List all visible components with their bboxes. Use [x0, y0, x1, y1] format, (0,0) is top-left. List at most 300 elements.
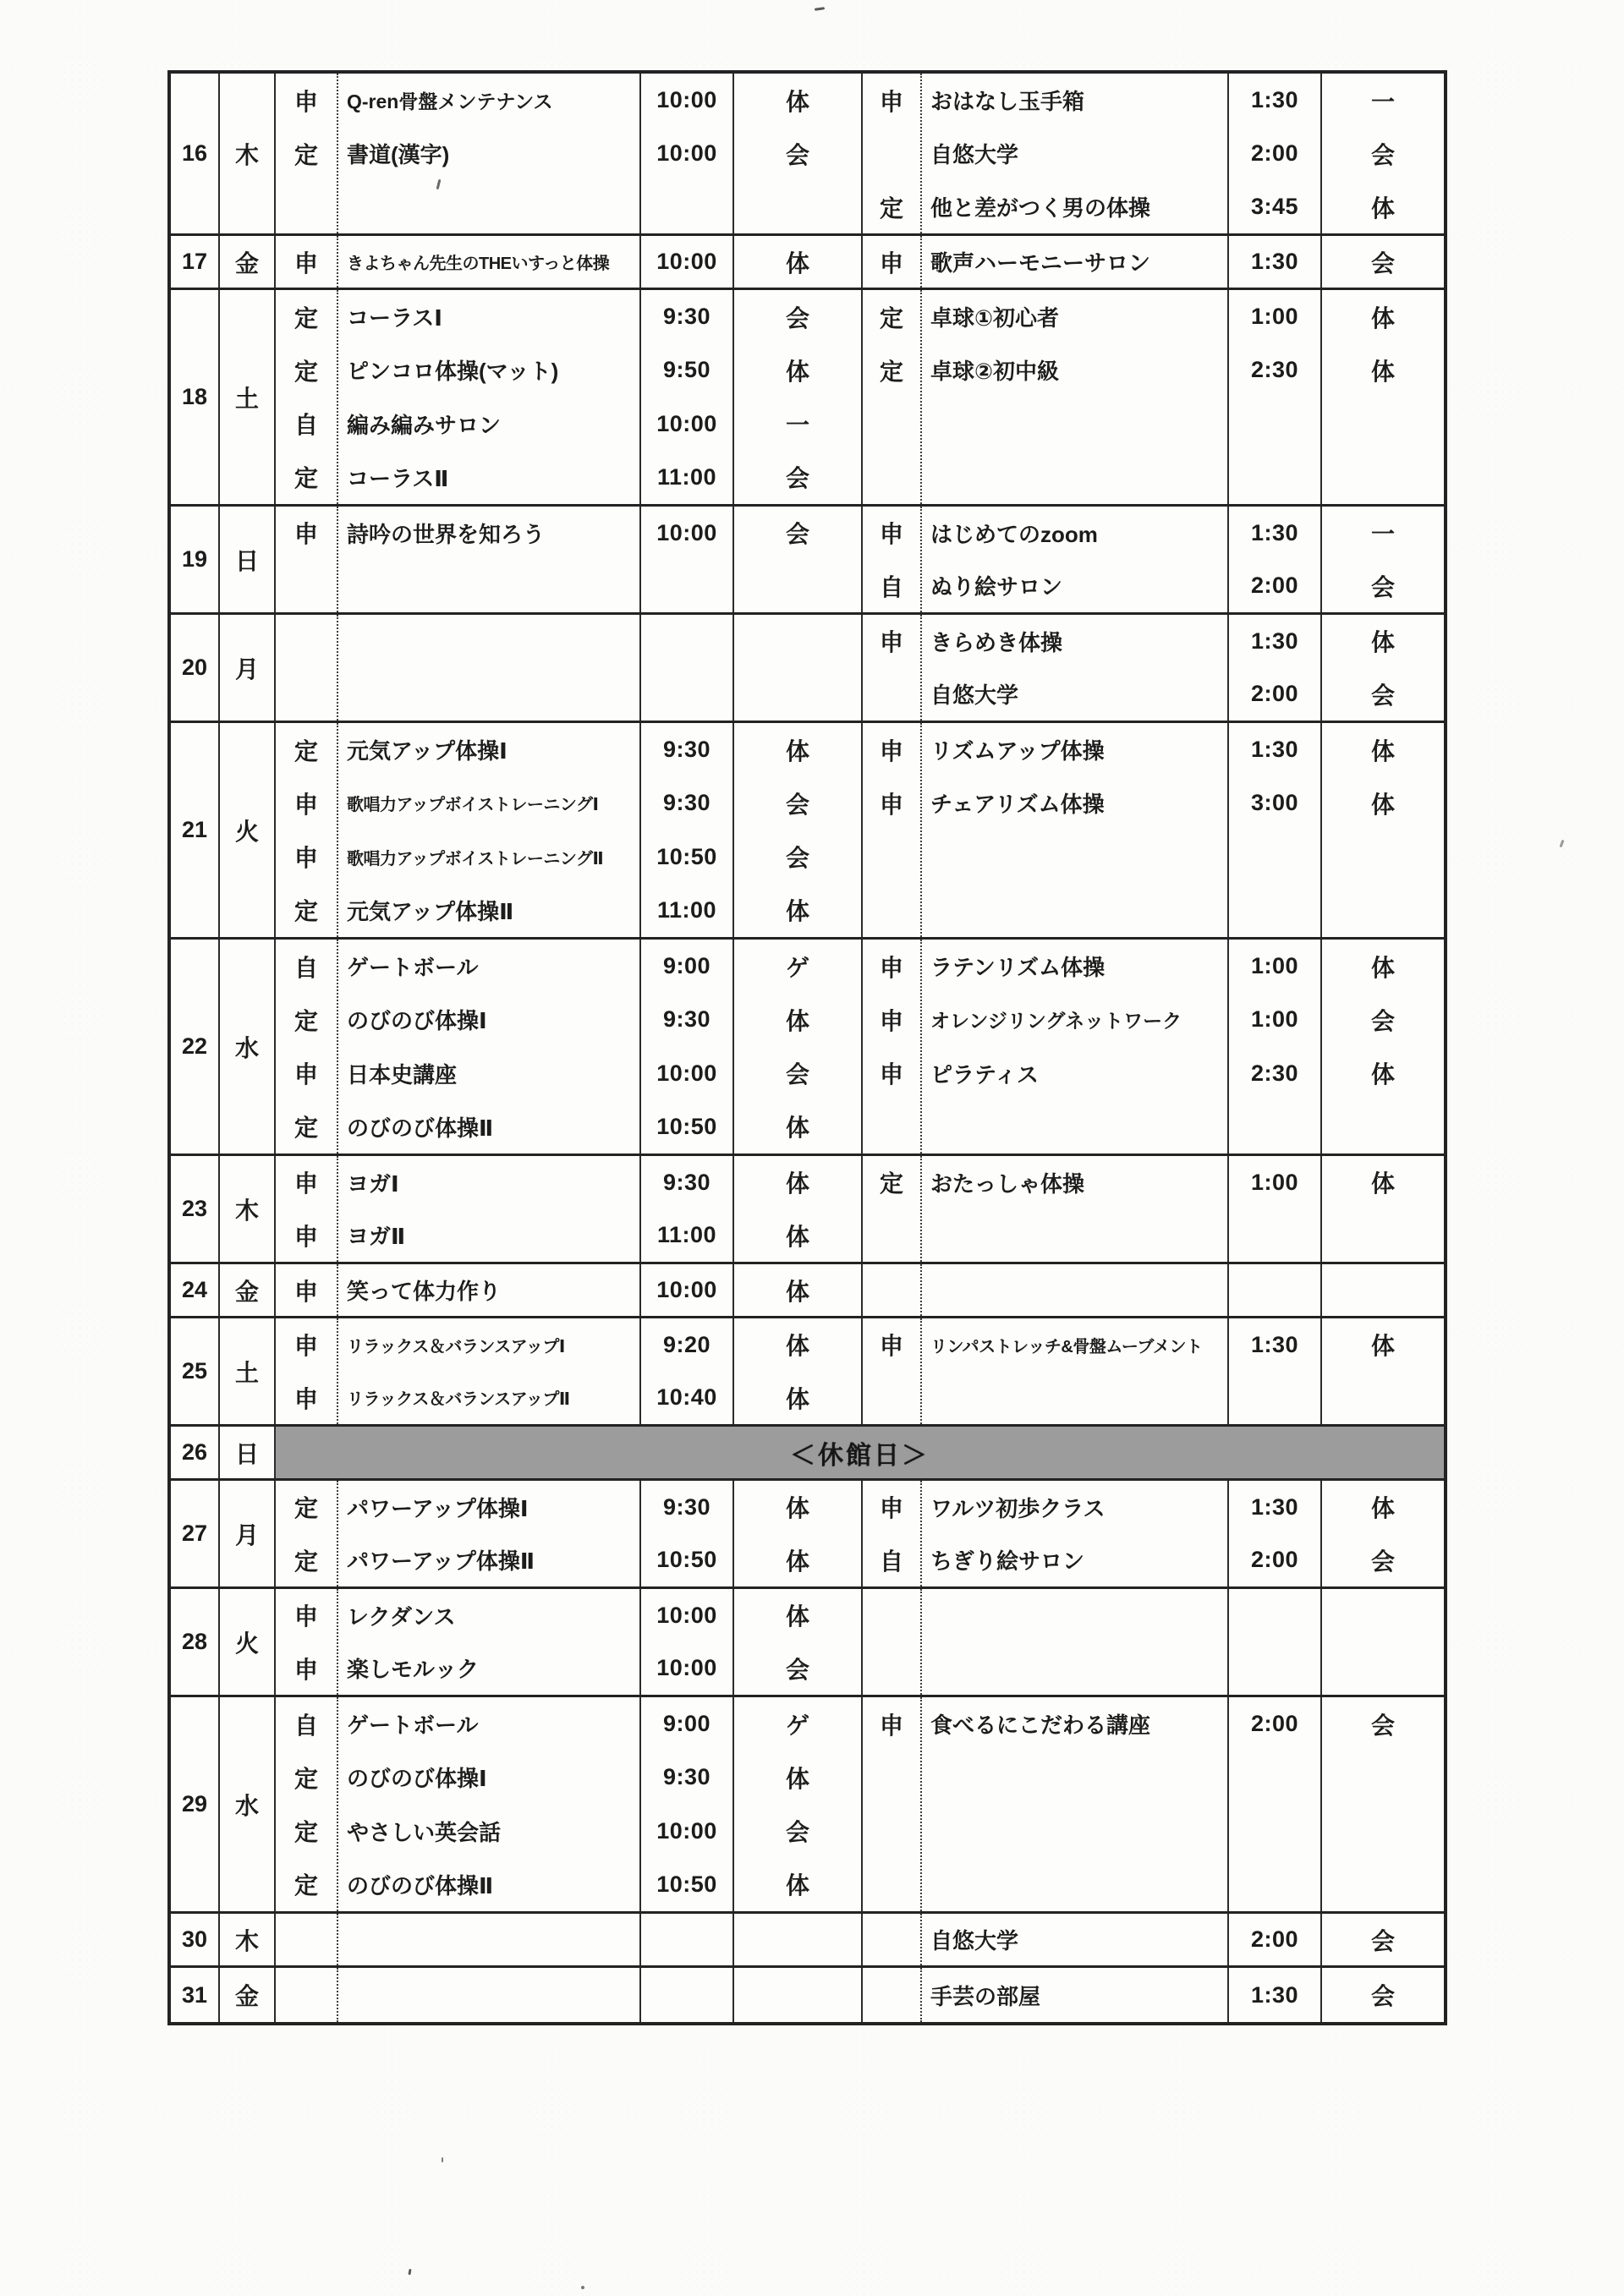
- schedule-right-half: [863, 507, 1444, 612]
- right-status-column: [863, 1914, 922, 1965]
- day-cell: 木: [220, 1156, 276, 1262]
- status-cell: 申: [294, 88, 318, 115]
- status-cell: 定: [294, 358, 318, 385]
- venue-cell: 体: [785, 1007, 809, 1034]
- left-time-column: [641, 615, 734, 721]
- venue-cell: [734, 668, 861, 721]
- activity-cell: 歌唱力アップボイストレーニングⅡ: [347, 849, 604, 869]
- status-cell: [863, 884, 920, 937]
- activity-cell: リズムアップ体操: [930, 738, 1105, 764]
- right-activity-column: [922, 940, 1229, 1153]
- status-cell: 定: [879, 1170, 903, 1197]
- day-cell: 火: [220, 1589, 276, 1695]
- left-venue-column: [734, 507, 861, 612]
- left-status-column: [276, 1318, 338, 1424]
- time-cell: 9:30: [662, 790, 711, 816]
- schedule-right-half: [863, 236, 1444, 288]
- venue-cell: 体: [785, 737, 809, 764]
- left-venue-column: [734, 1589, 861, 1695]
- activity-cell: ゲートボール: [347, 955, 479, 981]
- time-cell: 9:30: [662, 1006, 711, 1033]
- venue-cell: [1322, 830, 1444, 884]
- right-status-column: [863, 1156, 922, 1262]
- date-cell: 21: [171, 723, 220, 937]
- schedule-row-26: [171, 1427, 1444, 1481]
- day-cell: 土: [220, 290, 276, 504]
- venue-cell: 体: [785, 1603, 809, 1630]
- venue-cell: [1322, 1805, 1444, 1858]
- venue-cell: ゲ: [785, 954, 809, 981]
- status-cell: 申: [294, 1278, 318, 1305]
- schedule-table: [167, 70, 1447, 2025]
- activity-cell: 歌唱力アップボイストレーニングⅠ: [347, 796, 599, 815]
- venue-cell: 会: [1370, 249, 1395, 277]
- activity-cell: [922, 1372, 1227, 1425]
- right-time-column: [1229, 1156, 1322, 1262]
- status-cell: 申: [879, 88, 903, 115]
- right-venue-column: [1322, 615, 1444, 721]
- left-activity-column: [338, 236, 641, 288]
- day-cell: 月: [220, 615, 276, 721]
- time-cell: 9:30: [662, 1493, 711, 1520]
- status-cell: [863, 1968, 920, 2022]
- venue-cell: 体: [785, 1385, 809, 1412]
- status-cell: 申: [879, 1061, 903, 1088]
- activity-cell: [338, 1914, 639, 1965]
- time-cell: 2:00: [1250, 140, 1299, 166]
- venue-cell: 体: [785, 1495, 809, 1522]
- venue-cell: 一: [1370, 88, 1395, 115]
- venue-cell: [734, 1968, 861, 2022]
- scan-speck: [581, 2286, 584, 2289]
- venue-cell: 会: [785, 465, 809, 492]
- activity-cell: 自悠大学: [930, 682, 1019, 709]
- time-cell: 10:50: [656, 1871, 717, 1897]
- right-activity-column: [922, 1589, 1229, 1695]
- venue-cell: 会: [785, 141, 809, 168]
- activity-cell: ピンコロ体操(マット): [347, 359, 559, 385]
- status-cell: 申: [294, 1333, 318, 1360]
- venue-cell: 体: [785, 88, 809, 115]
- left-time-column: [641, 1318, 734, 1424]
- venue-cell: 体: [785, 1115, 809, 1142]
- date-cell: 24: [171, 1264, 220, 1316]
- status-cell: 申: [294, 791, 318, 818]
- right-status-column: [863, 1318, 922, 1424]
- left-time-column: [641, 940, 734, 1153]
- right-activity-column: [922, 1318, 1229, 1424]
- activity-cell: 編み編みサロン: [347, 412, 502, 438]
- date-cell: 17: [171, 236, 220, 288]
- time-cell: 11:00: [656, 1222, 717, 1248]
- status-cell: 申: [879, 1333, 903, 1360]
- venue-cell: [1322, 1642, 1444, 1696]
- schedule-left-half: [276, 1697, 863, 1911]
- time-cell: 10:50: [656, 1547, 717, 1573]
- venue-cell: 体: [785, 1548, 809, 1575]
- activity-cell: 元気アップ体操Ⅱ: [347, 898, 514, 924]
- time-cell: 9:00: [662, 1711, 711, 1737]
- time-cell: [1229, 1209, 1320, 1263]
- date-cell: 28: [171, 1589, 220, 1695]
- date-cell: 20: [171, 615, 220, 721]
- schedule-left-half: [276, 940, 863, 1153]
- schedule-row-21: [171, 723, 1444, 940]
- right-time-column: [1229, 1589, 1322, 1695]
- venue-cell: 会: [785, 521, 809, 548]
- left-activity-column: [338, 1481, 641, 1586]
- activity-cell: [922, 1805, 1227, 1858]
- time-cell: 9:00: [662, 953, 711, 979]
- time-cell: 10:00: [656, 140, 717, 166]
- time-cell: 2:00: [1250, 681, 1299, 707]
- venue-cell: 会: [785, 1656, 809, 1683]
- activity-cell: ちぎり絵サロン: [930, 1548, 1085, 1575]
- time-cell: [641, 615, 732, 668]
- status-cell: 定: [294, 1495, 318, 1522]
- activity-cell: ヨガⅠ: [347, 1170, 399, 1197]
- status-cell: 申: [294, 1656, 318, 1683]
- activity-cell: リラックス＆バランスアップⅡ: [347, 1390, 570, 1410]
- time-cell: 10:00: [656, 1277, 717, 1302]
- right-activity-column: [922, 1481, 1229, 1586]
- activity-cell: [922, 830, 1227, 884]
- time-cell: [1229, 1372, 1320, 1425]
- left-venue-column: [734, 1264, 861, 1316]
- time-cell: 1:30: [1250, 1331, 1299, 1357]
- activity-cell: 食べるにこだわる講座: [930, 1712, 1151, 1739]
- right-venue-column: [1322, 507, 1444, 612]
- time-cell: 1:00: [1250, 1006, 1299, 1033]
- schedule-left-half: [276, 1318, 863, 1424]
- activity-cell: [922, 1642, 1227, 1696]
- time-cell: 1:30: [1250, 1493, 1299, 1520]
- venue-cell: 体: [1370, 791, 1395, 818]
- left-venue-column: [734, 1697, 861, 1911]
- right-status-column: [863, 1264, 922, 1316]
- status-cell: 定: [294, 898, 318, 925]
- venue-cell: 体: [1370, 1495, 1395, 1522]
- left-time-column: [641, 74, 734, 233]
- schedule-row-30: [171, 1914, 1444, 1968]
- status-cell: 定: [879, 304, 903, 332]
- venue-cell: 会: [785, 1819, 809, 1846]
- schedule-right-half: [863, 1914, 1444, 1965]
- right-time-column: [1229, 1264, 1322, 1316]
- schedule-right-half: [863, 723, 1444, 937]
- venue-cell: 体: [1370, 629, 1395, 656]
- status-cell: 定: [879, 358, 903, 385]
- day-cell: 水: [220, 940, 276, 1153]
- time-cell: [641, 668, 732, 721]
- status-cell: 申: [879, 521, 903, 548]
- day-cell: 金: [220, 1264, 276, 1316]
- right-activity-column: [922, 236, 1229, 288]
- day-cell: 月: [220, 1481, 276, 1586]
- schedule-row-20: [171, 615, 1444, 723]
- activity-cell: リンパストレッチ&骨盤ムーブメント: [930, 1337, 1203, 1356]
- schedule-right-half: [863, 1264, 1444, 1316]
- time-cell: 10:00: [656, 1060, 717, 1086]
- venue-cell: 体: [785, 1765, 809, 1792]
- status-cell: 定: [294, 465, 318, 492]
- left-activity-column: [338, 1264, 641, 1316]
- status-cell: [863, 668, 920, 721]
- closed-day-banner: ＜休館日＞: [276, 1427, 1444, 1478]
- status-cell: 定: [294, 1872, 318, 1899]
- time-cell: 11:00: [656, 463, 717, 490]
- date-cell: 27: [171, 1481, 220, 1586]
- schedule-row-24: [171, 1264, 1444, 1318]
- left-time-column: [641, 236, 734, 288]
- schedule-row-17: [171, 236, 1444, 290]
- left-status-column: [276, 1156, 338, 1262]
- schedule-left-half: [276, 507, 863, 612]
- schedule-right-half: [863, 290, 1444, 504]
- day-cell: 金: [220, 1968, 276, 2022]
- schedule-row-16: [171, 74, 1444, 236]
- left-activity-column: [338, 1968, 641, 2022]
- right-activity-column: [922, 1914, 1229, 1965]
- schedule-left-half: [276, 615, 863, 721]
- time-cell: 1:30: [1250, 519, 1299, 545]
- schedule-left-half: [276, 723, 863, 937]
- status-cell: 申: [879, 791, 903, 818]
- schedule-right-half: [863, 1968, 1444, 2022]
- schedule-left-half: [276, 1914, 863, 1965]
- schedule-right-half: [863, 1318, 1444, 1424]
- left-status-column: [276, 236, 338, 288]
- status-cell: [276, 560, 337, 613]
- time-cell: 10:00: [656, 87, 717, 112]
- right-activity-column: [922, 1264, 1229, 1316]
- activity-cell: レクダンス: [347, 1603, 456, 1630]
- right-status-column: [863, 723, 922, 937]
- scan-speck: [442, 2157, 443, 2162]
- left-venue-column: [734, 1318, 861, 1424]
- right-venue-column: [1322, 290, 1444, 504]
- activity-cell: 書道(漢字): [347, 142, 450, 167]
- time-cell: [1229, 1264, 1320, 1316]
- venue-cell: 体: [1370, 1170, 1395, 1197]
- scan-speck: [408, 2269, 411, 2275]
- activity-cell: オレンジリングネットワーク: [930, 1010, 1182, 1033]
- venue-cell: 会: [785, 791, 809, 818]
- status-cell: 申: [879, 1495, 903, 1522]
- right-activity-column: [922, 507, 1229, 612]
- left-time-column: [641, 723, 734, 937]
- venue-cell: 会: [785, 1061, 809, 1088]
- time-cell: [1229, 884, 1320, 937]
- venue-cell: 会: [1370, 682, 1395, 709]
- right-time-column: [1229, 1697, 1322, 1911]
- venue-cell: 体: [1370, 304, 1395, 332]
- time-cell: [1229, 451, 1320, 504]
- status-cell: 申: [294, 1385, 318, 1412]
- right-activity-column: [922, 1156, 1229, 1262]
- right-activity-column: [922, 290, 1229, 504]
- activity-cell: [338, 180, 639, 233]
- right-time-column: [1229, 1968, 1322, 2022]
- date-cell: 29: [171, 1697, 220, 1911]
- right-venue-column: [1322, 1589, 1444, 1695]
- right-venue-column: [1322, 1914, 1444, 1965]
- activity-cell: 歌声ハーモニーサロン: [930, 250, 1151, 276]
- activity-cell: コーラスⅠ: [347, 305, 442, 332]
- schedule-row-25: [171, 1318, 1444, 1427]
- activity-cell: 他と差がつく男の体操: [930, 195, 1151, 221]
- venue-cell: 体: [785, 1223, 809, 1250]
- venue-cell: [734, 180, 861, 233]
- time-cell: 10:50: [656, 1113, 717, 1139]
- left-venue-column: [734, 1968, 861, 2022]
- left-activity-column: [338, 1589, 641, 1695]
- schedule-left-half: [276, 290, 863, 504]
- day-cell: 日: [220, 1427, 276, 1478]
- status-cell: 定: [294, 141, 318, 168]
- date-cell: 16: [171, 74, 220, 233]
- time-cell: 3:45: [1250, 194, 1299, 219]
- activity-cell: 自悠大学: [930, 1928, 1019, 1954]
- time-cell: [1229, 1589, 1320, 1642]
- status-cell: [276, 615, 337, 668]
- status-cell: 定: [294, 1548, 318, 1575]
- activity-cell: やさしい英会話: [347, 1819, 502, 1845]
- venue-cell: 会: [1370, 1007, 1395, 1034]
- activity-cell: [922, 884, 1227, 937]
- left-time-column: [641, 1481, 734, 1586]
- venue-cell: 体: [1370, 1333, 1395, 1360]
- status-cell: [863, 1858, 920, 1911]
- time-cell: 1:00: [1250, 1169, 1299, 1195]
- activity-cell: 日本史講座: [347, 1061, 458, 1088]
- right-venue-column: [1322, 1697, 1444, 1911]
- activity-cell: [338, 668, 639, 721]
- right-time-column: [1229, 1481, 1322, 1586]
- time-cell: 10:00: [656, 1817, 717, 1844]
- activity-cell: 笑って体力作り: [347, 1279, 502, 1304]
- right-venue-column: [1322, 940, 1444, 1153]
- time-cell: [1229, 1751, 1320, 1804]
- time-cell: 2:30: [1250, 1060, 1299, 1086]
- venue-cell: 会: [1370, 1712, 1395, 1739]
- left-time-column: [641, 507, 734, 612]
- right-activity-column: [922, 723, 1229, 937]
- venue-cell: 会: [1370, 141, 1395, 168]
- activity-cell: [922, 1264, 1227, 1316]
- activity-cell: [922, 1858, 1227, 1911]
- status-cell: 申: [879, 1007, 903, 1034]
- day-cell: 日: [220, 507, 276, 612]
- activity-cell: [338, 560, 639, 613]
- right-time-column: [1229, 615, 1322, 721]
- venue-cell: [1322, 451, 1444, 504]
- status-cell: 申: [879, 954, 903, 981]
- venue-cell: 体: [785, 1170, 809, 1197]
- schedule-left-half: [276, 74, 863, 233]
- date-cell: 18: [171, 290, 220, 504]
- left-activity-column: [338, 723, 641, 937]
- activity-cell: ゲートボール: [347, 1712, 479, 1739]
- left-time-column: [641, 1914, 734, 1965]
- time-cell: 10:00: [656, 410, 717, 436]
- venue-cell: 会: [785, 304, 809, 332]
- venue-cell: 会: [785, 845, 809, 872]
- status-cell: 申: [294, 845, 318, 872]
- activity-cell: のびのび体操Ⅰ: [347, 1766, 487, 1792]
- right-status-column: [863, 940, 922, 1153]
- status-cell: [863, 397, 920, 451]
- activity-cell: [922, 451, 1227, 504]
- status-cell: 定: [294, 304, 318, 332]
- activity-cell: [338, 1968, 639, 2022]
- venue-cell: 会: [1370, 573, 1395, 600]
- time-cell: 1:30: [1250, 627, 1299, 654]
- activity-cell: きらめき体操: [930, 629, 1063, 655]
- venue-cell: [734, 560, 861, 613]
- time-cell: [641, 180, 732, 233]
- activity-cell: [922, 1100, 1227, 1153]
- left-activity-column: [338, 1697, 641, 1911]
- left-time-column: [641, 1697, 734, 1911]
- status-cell: [863, 1372, 920, 1425]
- right-status-column: [863, 615, 922, 721]
- activity-cell: チェアリズム体操: [930, 792, 1105, 818]
- schedule-right-half: [863, 1589, 1444, 1695]
- activity-cell: のびのび体操Ⅰ: [347, 1008, 487, 1034]
- schedule-row-18: [171, 290, 1444, 507]
- scan-speck: [1560, 840, 1565, 847]
- right-status-column: [863, 74, 922, 233]
- time-cell: 1:00: [1250, 304, 1299, 330]
- left-time-column: [641, 1264, 734, 1316]
- status-cell: 定: [294, 1007, 318, 1034]
- activity-cell: [338, 615, 639, 668]
- status-cell: 申: [879, 629, 903, 656]
- left-venue-column: [734, 723, 861, 937]
- activity-cell: はじめてのzoom: [930, 521, 1098, 547]
- right-time-column: [1229, 1914, 1322, 1965]
- schedule-right-half: [863, 74, 1444, 233]
- right-status-column: [863, 507, 922, 612]
- status-cell: 自: [294, 412, 318, 439]
- status-cell: [276, 180, 337, 233]
- activity-cell: きよちゃん先生のTHEいすっと体操: [347, 255, 610, 273]
- venue-cell: 体: [1370, 954, 1395, 981]
- left-time-column: [641, 1968, 734, 2022]
- time-cell: [1229, 1805, 1320, 1858]
- time-cell: 2:00: [1250, 1926, 1299, 1952]
- schedule-row-27: [171, 1481, 1444, 1589]
- schedule-left-half: [276, 1156, 863, 1262]
- right-activity-column: [922, 1968, 1229, 2022]
- time-cell: [1229, 397, 1320, 451]
- activity-cell: [922, 1209, 1227, 1263]
- time-cell: 2:00: [1250, 573, 1299, 599]
- time-cell: 2:00: [1250, 1547, 1299, 1573]
- status-cell: 定: [294, 1765, 318, 1792]
- time-cell: [1229, 1642, 1320, 1696]
- right-status-column: [863, 1589, 922, 1695]
- status-cell: 自: [879, 573, 903, 600]
- status-cell: 定: [294, 1115, 318, 1142]
- activity-cell: ヨガⅡ: [347, 1224, 406, 1250]
- day-cell: 土: [220, 1318, 276, 1424]
- time-cell: 10:00: [656, 519, 717, 545]
- time-cell: 10:00: [656, 1655, 717, 1681]
- schedule-left-half: [276, 1481, 863, 1586]
- status-cell: 申: [294, 1061, 318, 1088]
